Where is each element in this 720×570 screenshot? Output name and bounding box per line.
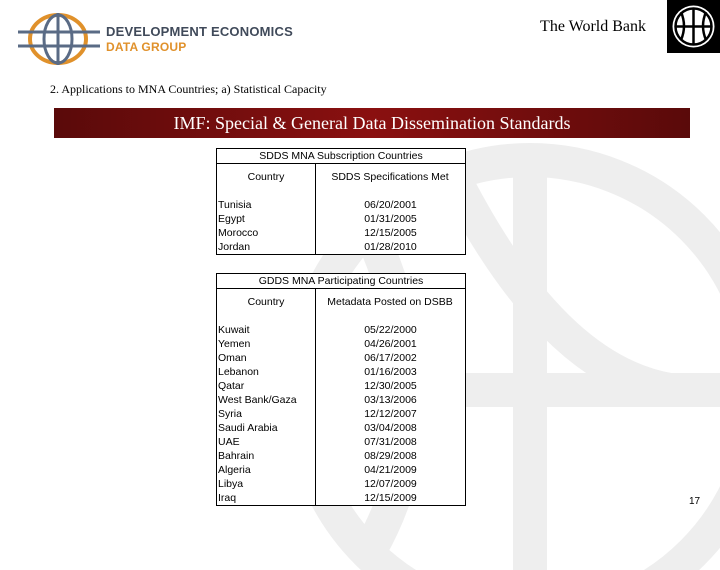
table-row — [217, 365, 465, 379]
country-cell: Algeria — [218, 464, 251, 476]
country-cell: Yemen — [218, 338, 251, 350]
dec-globe-logo-icon — [14, 10, 104, 68]
table-row — [217, 393, 465, 407]
date-cell: 07/31/2008 — [364, 436, 417, 448]
table-row — [217, 421, 465, 435]
sdds-col-spec: SDDS Specifications Met — [331, 171, 449, 183]
country-cell: UAE — [218, 436, 240, 448]
date-cell: 04/26/2001 — [364, 338, 417, 350]
table-row — [217, 407, 465, 421]
date-cell: 03/04/2008 — [364, 422, 417, 434]
country-cell: Egypt — [218, 213, 245, 225]
date-cell: 08/29/2008 — [364, 450, 417, 462]
date-cell: 12/30/2005 — [364, 380, 417, 392]
section-subtitle: 2. Applications to MNA Countries; a) Statistical Capacity — [50, 82, 327, 96]
date-cell: 12/15/2009 — [364, 492, 417, 504]
country-cell: Libya — [218, 478, 244, 490]
date-cell: 12/12/2007 — [364, 408, 417, 420]
organization-title: The World Bank — [540, 18, 646, 35]
gdds-col-metadata: Metadata Posted on DSBB — [327, 296, 453, 308]
gdds-table — [216, 273, 466, 506]
country-cell: Saudi Arabia — [218, 422, 278, 434]
country-cell: Kuwait — [218, 324, 250, 336]
date-cell: 01/16/2003 — [364, 366, 417, 378]
table-row — [217, 449, 465, 463]
logo-subtitle: DATA GROUP — [106, 40, 187, 54]
table-row — [217, 435, 465, 449]
table-row — [217, 212, 465, 226]
table-row — [217, 240, 465, 254]
table-row — [217, 463, 465, 477]
table-row — [217, 491, 465, 505]
column-divider — [315, 289, 316, 505]
date-cell: 06/20/2001 — [364, 199, 417, 211]
sdds-col-country: Country — [247, 171, 285, 183]
date-cell: 01/28/2010 — [364, 241, 417, 253]
country-cell: Tunisia — [218, 199, 252, 211]
gdds-table-title: GDDS MNA Participating Countries — [217, 274, 465, 289]
sdds-table-title: SDDS MNA Subscription Countries — [217, 149, 465, 164]
country-cell: Jordan — [218, 241, 251, 253]
date-cell: 05/22/2000 — [364, 324, 417, 336]
country-cell: Bahrain — [218, 450, 255, 462]
table-row — [217, 351, 465, 365]
country-cell: Oman — [218, 352, 247, 364]
date-cell: 03/13/2006 — [364, 394, 417, 406]
country-cell: Syria — [218, 408, 242, 420]
country-cell: Morocco — [218, 227, 259, 239]
banner-title: IMF: Special & General Data Dissemination Standards — [173, 113, 571, 133]
table-row — [217, 226, 465, 240]
table-row — [217, 323, 465, 337]
date-cell: 12/07/2009 — [364, 478, 417, 490]
date-cell: 04/21/2009 — [364, 464, 417, 476]
title-banner — [54, 108, 690, 138]
column-divider — [315, 164, 316, 254]
country-cell: Qatar — [218, 380, 245, 392]
country-cell: Iraq — [218, 492, 237, 504]
date-cell: 06/17/2002 — [364, 352, 417, 364]
world-bank-globe-icon — [667, 0, 720, 53]
logo-title: DEVELOPMENT ECONOMICS — [106, 24, 293, 39]
table-row — [217, 198, 465, 212]
table-row — [217, 337, 465, 351]
date-cell: 01/31/2005 — [364, 213, 417, 225]
country-cell: Lebanon — [218, 366, 259, 378]
date-cell: 12/15/2005 — [364, 227, 417, 239]
country-cell: West Bank/Gaza — [218, 394, 297, 406]
sdds-table — [216, 148, 466, 255]
table-row — [217, 477, 465, 491]
page-number: 17 — [689, 496, 701, 507]
table-row — [217, 379, 465, 393]
gdds-col-country: Country — [247, 296, 285, 308]
